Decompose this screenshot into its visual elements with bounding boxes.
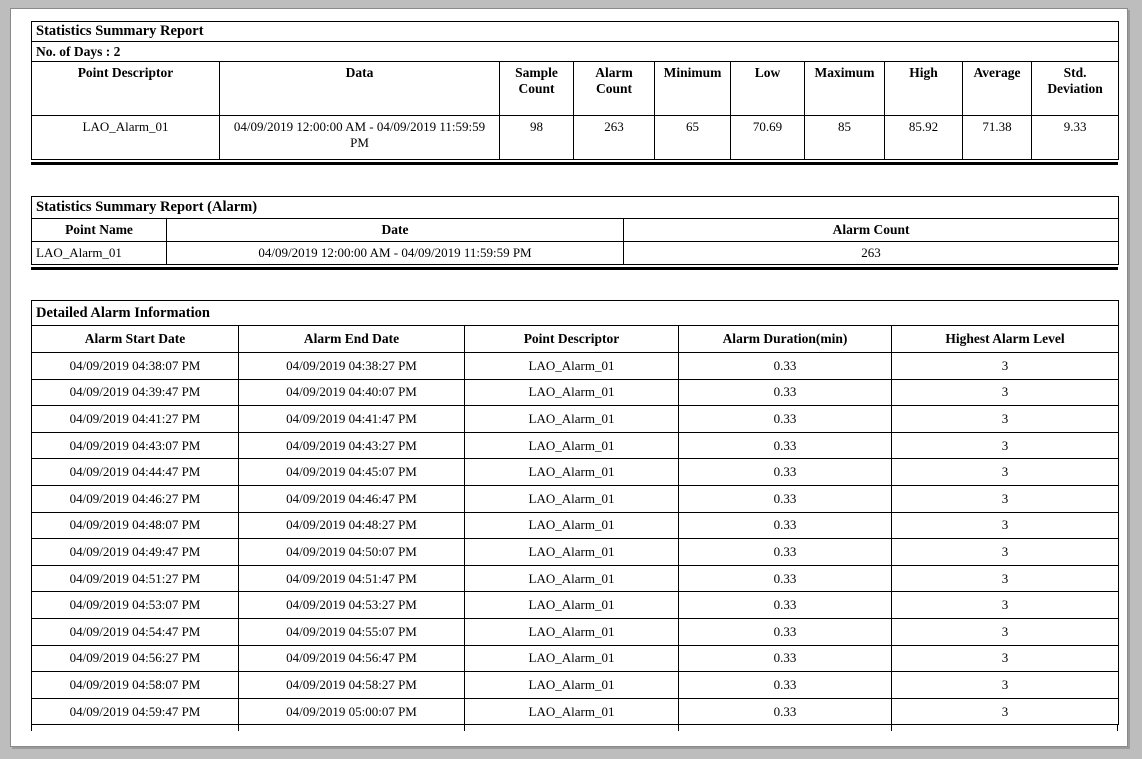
table-cell: 0.33	[679, 379, 892, 406]
table-cell: 04/09/2019 04:58:27 PM	[239, 672, 465, 699]
table-header-row	[32, 219, 1119, 242]
table-cell: 3	[892, 353, 1119, 380]
report-page	[10, 8, 1128, 747]
column-header-alarm-end-date: Alarm End Date	[239, 326, 465, 353]
table-row	[32, 698, 1119, 725]
table-cell: 04/09/2019 04:39:47 PM	[32, 379, 239, 406]
border-stub	[678, 725, 679, 731]
border-stub	[464, 725, 465, 731]
table-cell: LAO_Alarm_01	[465, 406, 679, 433]
table-cell: 04/09/2019 04:45:07 PM	[239, 459, 465, 486]
table-cell: LAO_Alarm_01	[465, 592, 679, 619]
table-cell: 3	[892, 565, 1119, 592]
table-cell: 98	[500, 116, 574, 160]
column-header-sample-count: Sample Count	[500, 62, 574, 116]
table-cell: 04/09/2019 04:56:47 PM	[239, 645, 465, 672]
border-stub	[1117, 725, 1118, 731]
table-cell: 04/09/2019 04:53:27 PM	[239, 592, 465, 619]
table-cell: 04/09/2019 04:46:47 PM	[239, 485, 465, 512]
table-cell: 0.33	[679, 512, 892, 539]
table-cell: 85	[805, 116, 885, 160]
table-cell: LAO_Alarm_01	[465, 618, 679, 645]
table-cell: 70.69	[731, 116, 805, 160]
table-cell: 0.33	[679, 565, 892, 592]
detailed-alarm-information-table	[31, 300, 1119, 725]
section-gap	[31, 165, 1119, 196]
column-header-alarm-count: Alarm Count	[624, 219, 1119, 242]
table-cell: LAO_Alarm_01	[465, 672, 679, 699]
table-title-row	[32, 22, 1119, 42]
table-row	[32, 116, 1119, 160]
table-cell: 3	[892, 618, 1119, 645]
column-header-data: Data	[220, 62, 500, 116]
table-cell: LAO_Alarm_01	[32, 116, 220, 160]
table-cell: 3	[892, 406, 1119, 433]
table-cell: 0.33	[679, 645, 892, 672]
section-gap	[31, 270, 1119, 300]
border-stub	[31, 725, 32, 731]
table-cell: 04/09/2019 04:48:07 PM	[32, 512, 239, 539]
table-cell: 04/09/2019 04:38:27 PM	[239, 353, 465, 380]
table-cell: LAO_Alarm_01	[465, 645, 679, 672]
table-cell: 3	[892, 485, 1119, 512]
table-cell: 0.33	[679, 592, 892, 619]
table-cell: 04/09/2019 04:51:27 PM	[32, 565, 239, 592]
table-cell: 04/09/2019 05:00:07 PM	[239, 698, 465, 725]
table-cell: 85.92	[885, 116, 963, 160]
table-cell: 04/09/2019 04:55:07 PM	[239, 618, 465, 645]
table-cell: 0.33	[679, 485, 892, 512]
clipped-next-row-borders	[31, 725, 1118, 731]
table-cell: 3	[892, 432, 1119, 459]
table-cell: 04/09/2019 04:40:07 PM	[239, 379, 465, 406]
table-cell: 04/09/2019 04:58:07 PM	[32, 672, 239, 699]
column-header-std-deviation: Std. Deviation	[1032, 62, 1119, 116]
table-cell: LAO_Alarm_01	[465, 565, 679, 592]
table-cell: LAO_Alarm_01	[465, 698, 679, 725]
table-cell: 04/09/2019 04:46:27 PM	[32, 485, 239, 512]
column-header-alarm-duration: Alarm Duration(min)	[679, 326, 892, 353]
table-cell: 04/09/2019 04:59:47 PM	[32, 698, 239, 725]
table-cell: 04/09/2019 04:41:27 PM	[32, 406, 239, 433]
table-cell: 3	[892, 459, 1119, 486]
table-cell: 263	[574, 116, 655, 160]
table-cell: 04/09/2019 04:50:07 PM	[239, 539, 465, 566]
table-cell: 3	[892, 592, 1119, 619]
column-header-high: High	[885, 62, 963, 116]
table-row	[32, 406, 1119, 433]
table-cell: 0.33	[679, 618, 892, 645]
table-row	[32, 242, 1119, 265]
table-cell: 0.33	[679, 406, 892, 433]
table-row	[32, 645, 1119, 672]
table-row	[32, 432, 1119, 459]
table-cell: 65	[655, 116, 731, 160]
table-cell: 04/09/2019 12:00:00 AM - 04/09/2019 11:59:59 PM	[220, 116, 500, 160]
column-header-point-descriptor: Point Descriptor	[32, 62, 220, 116]
table-cell: 3	[892, 512, 1119, 539]
table-title-row	[32, 301, 1119, 326]
table-cell: LAO_Alarm_01	[465, 432, 679, 459]
table-row	[32, 459, 1119, 486]
table-cell: LAO_Alarm_01	[465, 353, 679, 380]
detailed-alarm-information-title: Detailed Alarm Information	[32, 301, 1119, 326]
table-cell: 0.33	[679, 459, 892, 486]
column-header-low: Low	[731, 62, 805, 116]
report-content	[31, 21, 1119, 731]
table-cell: 3	[892, 645, 1119, 672]
table-cell: 0.33	[679, 353, 892, 380]
table-cell: 04/09/2019 04:48:27 PM	[239, 512, 465, 539]
table-cell: LAO_Alarm_01	[465, 512, 679, 539]
table-cell: 263	[624, 242, 1119, 265]
border-stub	[891, 725, 892, 731]
table-row	[32, 592, 1119, 619]
table-row	[32, 565, 1119, 592]
column-header-alarm-count: Alarm Count	[574, 62, 655, 116]
table-row	[32, 512, 1119, 539]
table-cell: 04/09/2019 04:41:47 PM	[239, 406, 465, 433]
table-row	[32, 618, 1119, 645]
table-cell: 0.33	[679, 672, 892, 699]
table-header-row	[32, 62, 1119, 116]
table-cell: 71.38	[963, 116, 1032, 160]
statistics-summary-alarm-body	[32, 242, 1119, 265]
column-header-highest-alarm-level: Highest Alarm Level	[892, 326, 1119, 353]
no-of-days-label: No. of Days : 2	[32, 42, 1119, 62]
table-row	[32, 485, 1119, 512]
table-cell: 3	[892, 379, 1119, 406]
statistics-summary-alarm-table	[31, 196, 1119, 265]
table-cell: 9.33	[1032, 116, 1119, 160]
table-cell: 04/09/2019 04:53:07 PM	[32, 592, 239, 619]
table-cell: 0.33	[679, 432, 892, 459]
table-cell: 04/09/2019 04:49:47 PM	[32, 539, 239, 566]
table-subtitle-row	[32, 42, 1119, 62]
table-cell: 04/09/2019 04:43:27 PM	[239, 432, 465, 459]
statistics-summary-body	[32, 116, 1119, 160]
table-title-row	[32, 197, 1119, 219]
table-cell: LAO_Alarm_01	[465, 485, 679, 512]
column-header-date: Date	[167, 219, 624, 242]
table-cell: 04/09/2019 04:54:47 PM	[32, 618, 239, 645]
table-cell: 3	[892, 672, 1119, 699]
border-stub	[238, 725, 239, 731]
column-header-maximum: Maximum	[805, 62, 885, 116]
table-row	[32, 379, 1119, 406]
table-cell: 0.33	[679, 539, 892, 566]
table-cell: LAO_Alarm_01	[32, 242, 167, 265]
table-cell: LAO_Alarm_01	[465, 459, 679, 486]
table-cell: 04/09/2019 04:51:47 PM	[239, 565, 465, 592]
table-cell: LAO_Alarm_01	[465, 539, 679, 566]
table-cell: LAO_Alarm_01	[465, 379, 679, 406]
column-header-point-descriptor: Point Descriptor	[465, 326, 679, 353]
table-cell: 04/09/2019 12:00:00 AM - 04/09/2019 11:59:59 PM	[167, 242, 624, 265]
detailed-alarm-body	[32, 353, 1119, 725]
statistics-summary-title: Statistics Summary Report	[32, 22, 1119, 42]
table-cell: 04/09/2019 04:44:47 PM	[32, 459, 239, 486]
column-header-alarm-start-date: Alarm Start Date	[32, 326, 239, 353]
table-header-row	[32, 326, 1119, 353]
column-header-average: Average	[963, 62, 1032, 116]
table-cell: 3	[892, 698, 1119, 725]
table-cell: 3	[892, 539, 1119, 566]
table-cell: 04/09/2019 04:38:07 PM	[32, 353, 239, 380]
column-header-minimum: Minimum	[655, 62, 731, 116]
table-row	[32, 539, 1119, 566]
column-header-point-name: Point Name	[32, 219, 167, 242]
table-cell: 04/09/2019 04:43:07 PM	[32, 432, 239, 459]
table-cell: 0.33	[679, 698, 892, 725]
statistics-summary-alarm-title: Statistics Summary Report (Alarm)	[32, 197, 1119, 219]
table-row	[32, 353, 1119, 380]
table-cell: 04/09/2019 04:56:27 PM	[32, 645, 239, 672]
statistics-summary-table	[31, 21, 1119, 160]
table-row	[32, 672, 1119, 699]
